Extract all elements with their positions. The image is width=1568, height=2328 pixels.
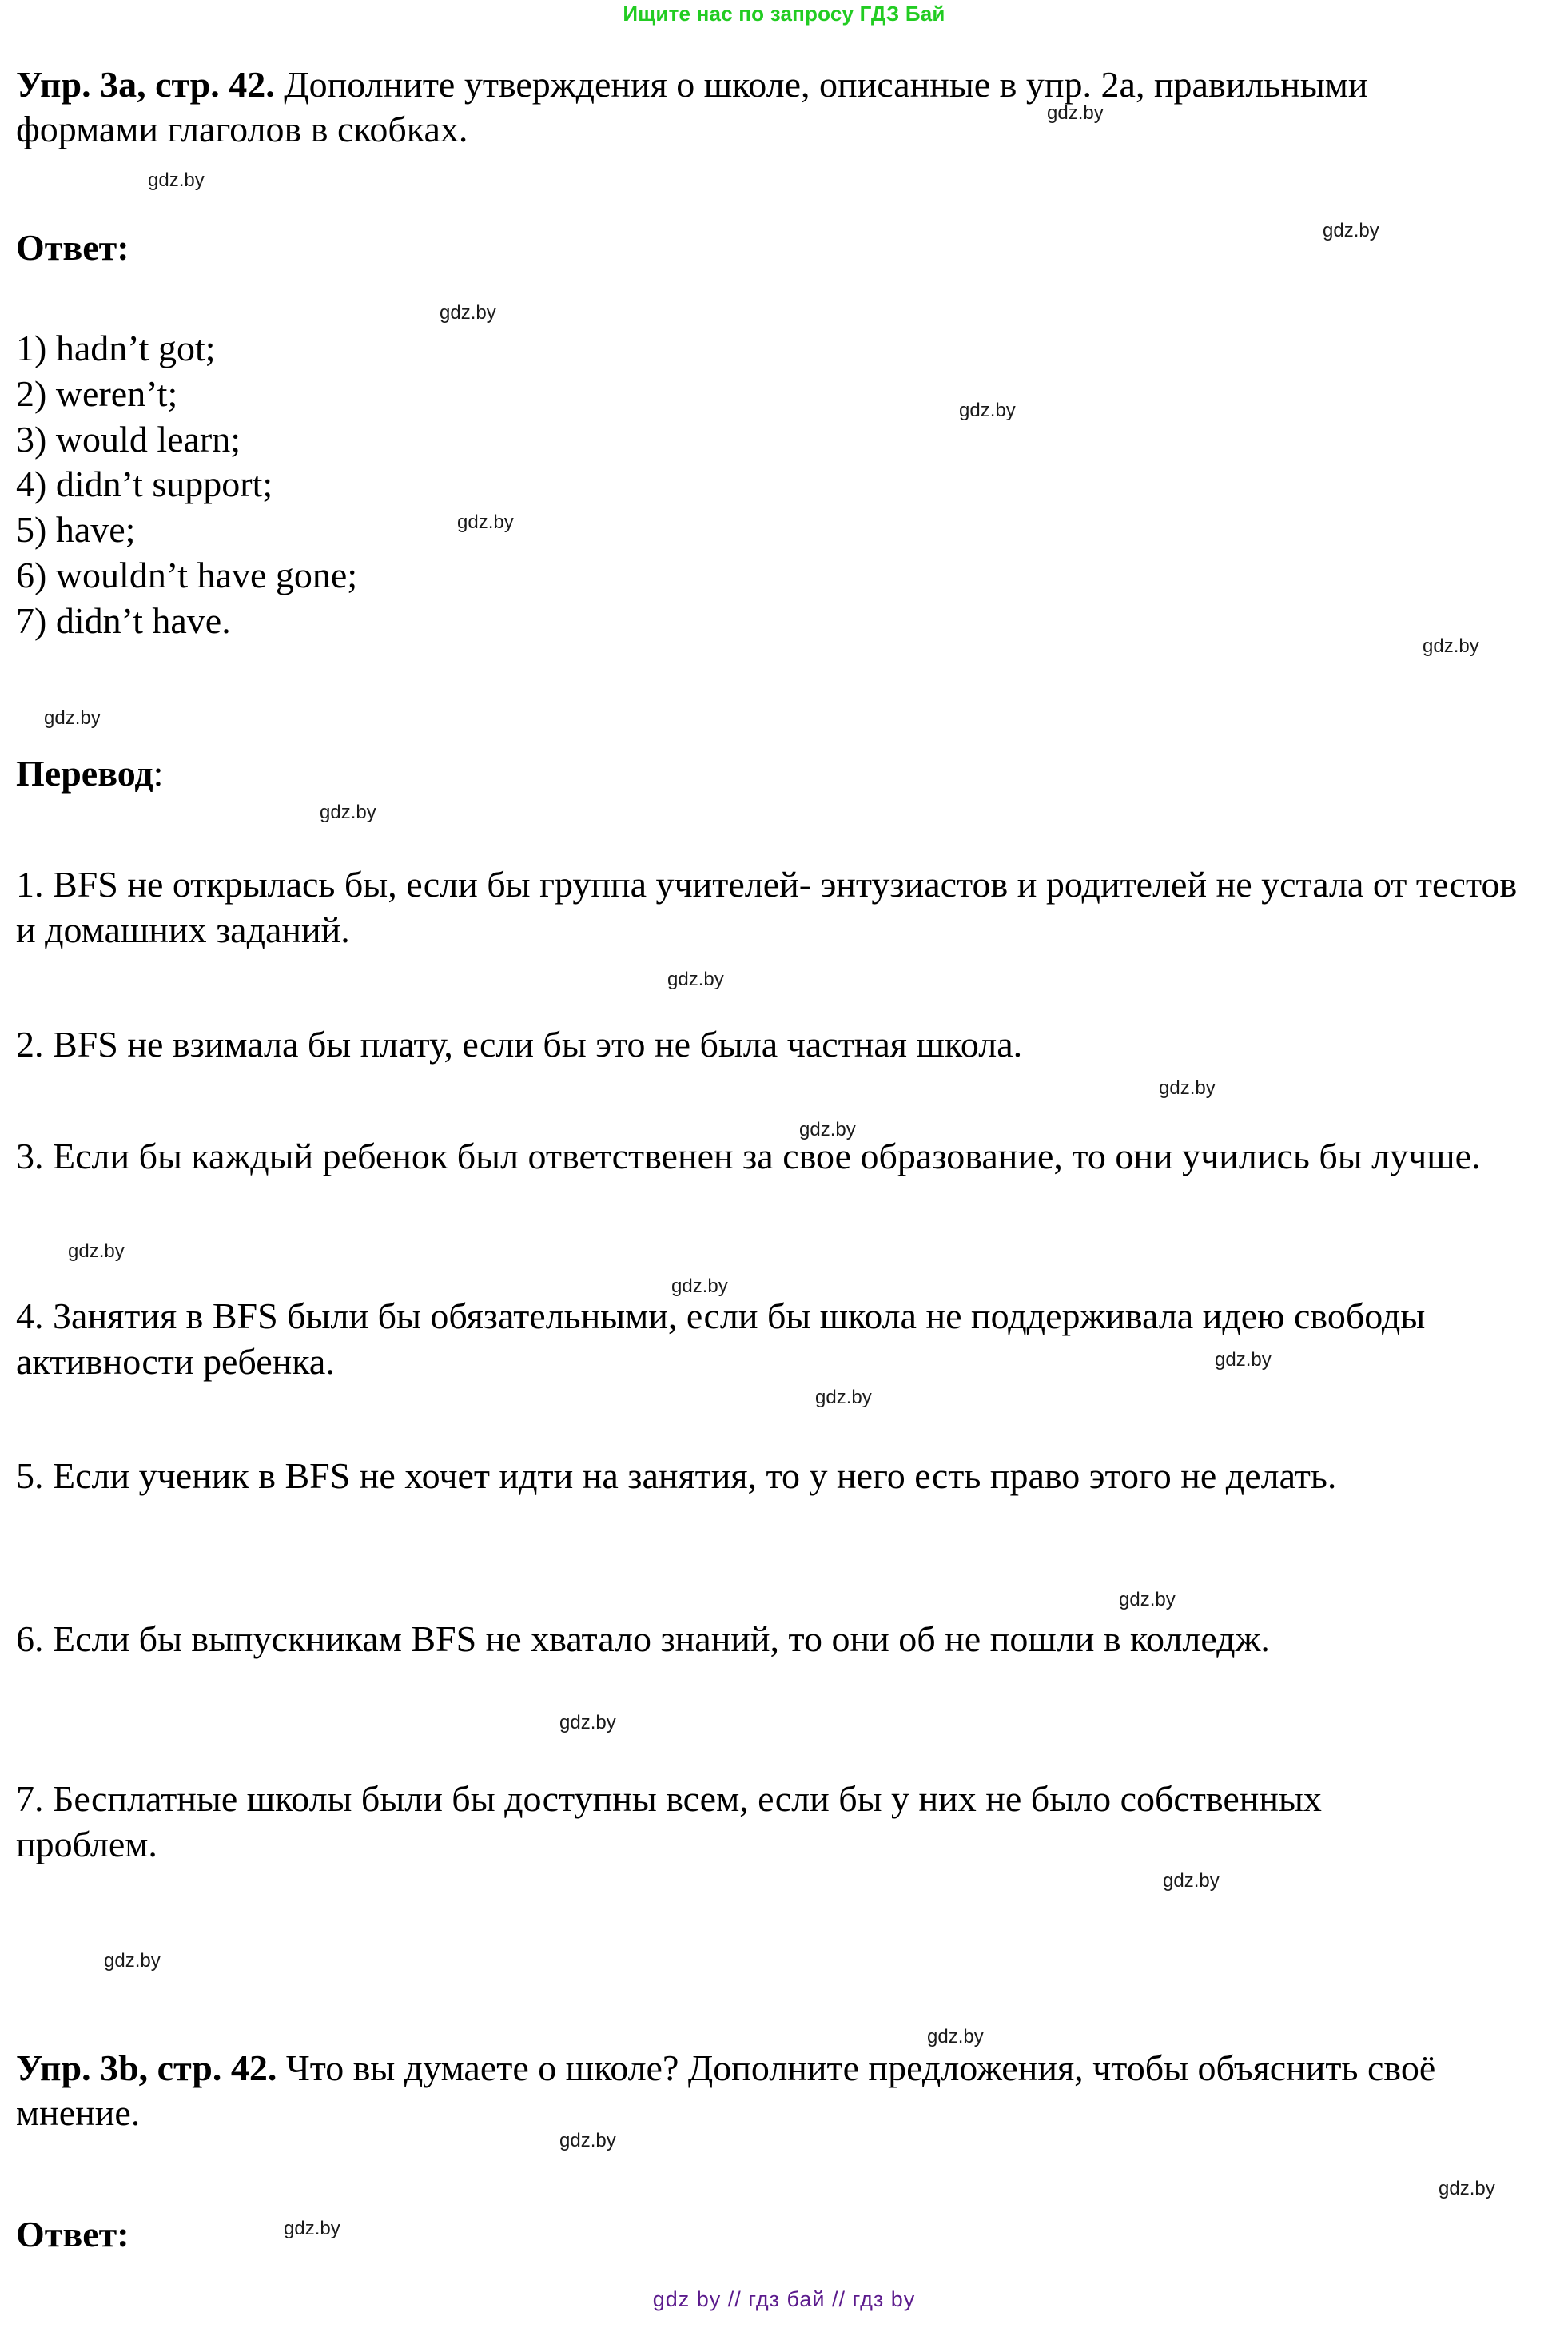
exercise-3a-label: Упр. 3a, стр. 42.: [16, 64, 275, 105]
translation-item-2: 2. BFS не взимала бы плату, если бы это не была частная школа.: [16, 1024, 1023, 1065]
watermark-gdz: gdz.by: [927, 2026, 984, 2047]
watermark-gdz: gdz.by: [68, 1240, 125, 1262]
site-footer: gdz by // гдз бай // гдз by: [652, 2287, 916, 2311]
watermark-gdz: gdz.by: [320, 802, 376, 823]
exercise-3b-label: Упр. 3b, стр. 42.: [16, 2047, 277, 2088]
watermark-gdz: gdz.by: [799, 1119, 856, 1140]
watermark-gdz: gdz.by: [1119, 1589, 1176, 1610]
promo-banner: Ищите нас по запросу ГДЗ Бай: [623, 2, 945, 26]
watermark-gdz: gdz.by: [1163, 1870, 1220, 1892]
watermark-gdz: gdz.by: [959, 400, 1016, 421]
exercise-3a-prompt: Дополните утверждения о школе, описанные в упр. 2a, правильными формами глаголов в скобках.: [16, 64, 1368, 150]
translation-heading-colon: :: [153, 753, 164, 794]
exercise-3a-answer-heading: Ответ:: [16, 227, 129, 268]
watermark-gdz: gdz.by: [667, 969, 724, 990]
watermark-gdz: gdz.by: [671, 1275, 728, 1297]
answer-item: 2) weren’t;: [16, 372, 178, 414]
answer-item: 4) didn’t support;: [16, 464, 273, 505]
watermark-gdz: gdz.by: [1047, 102, 1104, 124]
watermark-gdz: gdz.by: [1423, 635, 1479, 657]
watermark-gdz: gdz.by: [1439, 2178, 1495, 2199]
exercise-3b-title: [16, 2046, 1534, 2135]
watermark-gdz: gdz.by: [104, 1950, 161, 1972]
watermark-gdz: gdz.by: [148, 169, 205, 191]
watermark-gdz: gdz.by: [457, 511, 514, 533]
answer-item: 6) wouldn’t have gone;: [16, 554, 358, 595]
exercise-3a-answer-list: [16, 326, 1534, 644]
answer-item: 5) have;: [16, 509, 136, 551]
watermark-gdz: gdz.by: [559, 2130, 616, 2151]
answer-item: 3) would learn;: [16, 418, 241, 460]
translation-item-4: 4. Занятия в BFS были бы обязательными, если бы школа не поддерживала идею свободы активности ребенка.: [16, 1295, 1426, 1383]
translation-item-3: 3. Если бы каждый ребенок был ответственен за свое образование, то они учились бы лучше.: [16, 1136, 1481, 1176]
translation-item-7: 7. Бесплатные школы были бы доступны всем, если бы у них не было собственных проблем.: [16, 1778, 1322, 1865]
watermark-gdz: gdz.by: [440, 302, 496, 324]
watermark-gdz: gdz.by: [284, 2218, 340, 2239]
translation-item-5: 5. Если ученик в BFS не хочет идти на занятия, то у него есть право этого не делать.: [16, 1455, 1337, 1496]
watermark-gdz: gdz.by: [559, 1712, 616, 1733]
exercise-3b-prompt: Что вы думаете о школе? Дополните предложения, чтобы объяснить своё мнение.: [16, 2047, 1436, 2134]
watermark-gdz: gdz.by: [1159, 1077, 1216, 1099]
translation-heading-word: Перевод: [16, 753, 153, 794]
exercise-3b-answer-heading: Ответ:: [16, 2214, 129, 2254]
translation-item-6: 6. Если бы выпускникам BFS не хватало знаний, то они об не пошли в колледж.: [16, 1618, 1270, 1659]
watermark-gdz: gdz.by: [1215, 1349, 1272, 1371]
translation-item-1: 1. BFS не открылась бы, если бы группа учителей- энтузиастов и родителей не устала от тестов и домашних заданий.: [16, 864, 1518, 951]
watermark-gdz: gdz.by: [44, 707, 101, 729]
answer-item: 7) didn’t have.: [16, 599, 231, 641]
answer-item: 1) hadn’t got;: [16, 328, 216, 368]
exercise-3a-title: [16, 62, 1534, 152]
watermark-gdz: gdz.by: [1323, 220, 1379, 241]
watermark-gdz: gdz.by: [815, 1387, 872, 1408]
translation-heading: [16, 751, 1534, 795]
